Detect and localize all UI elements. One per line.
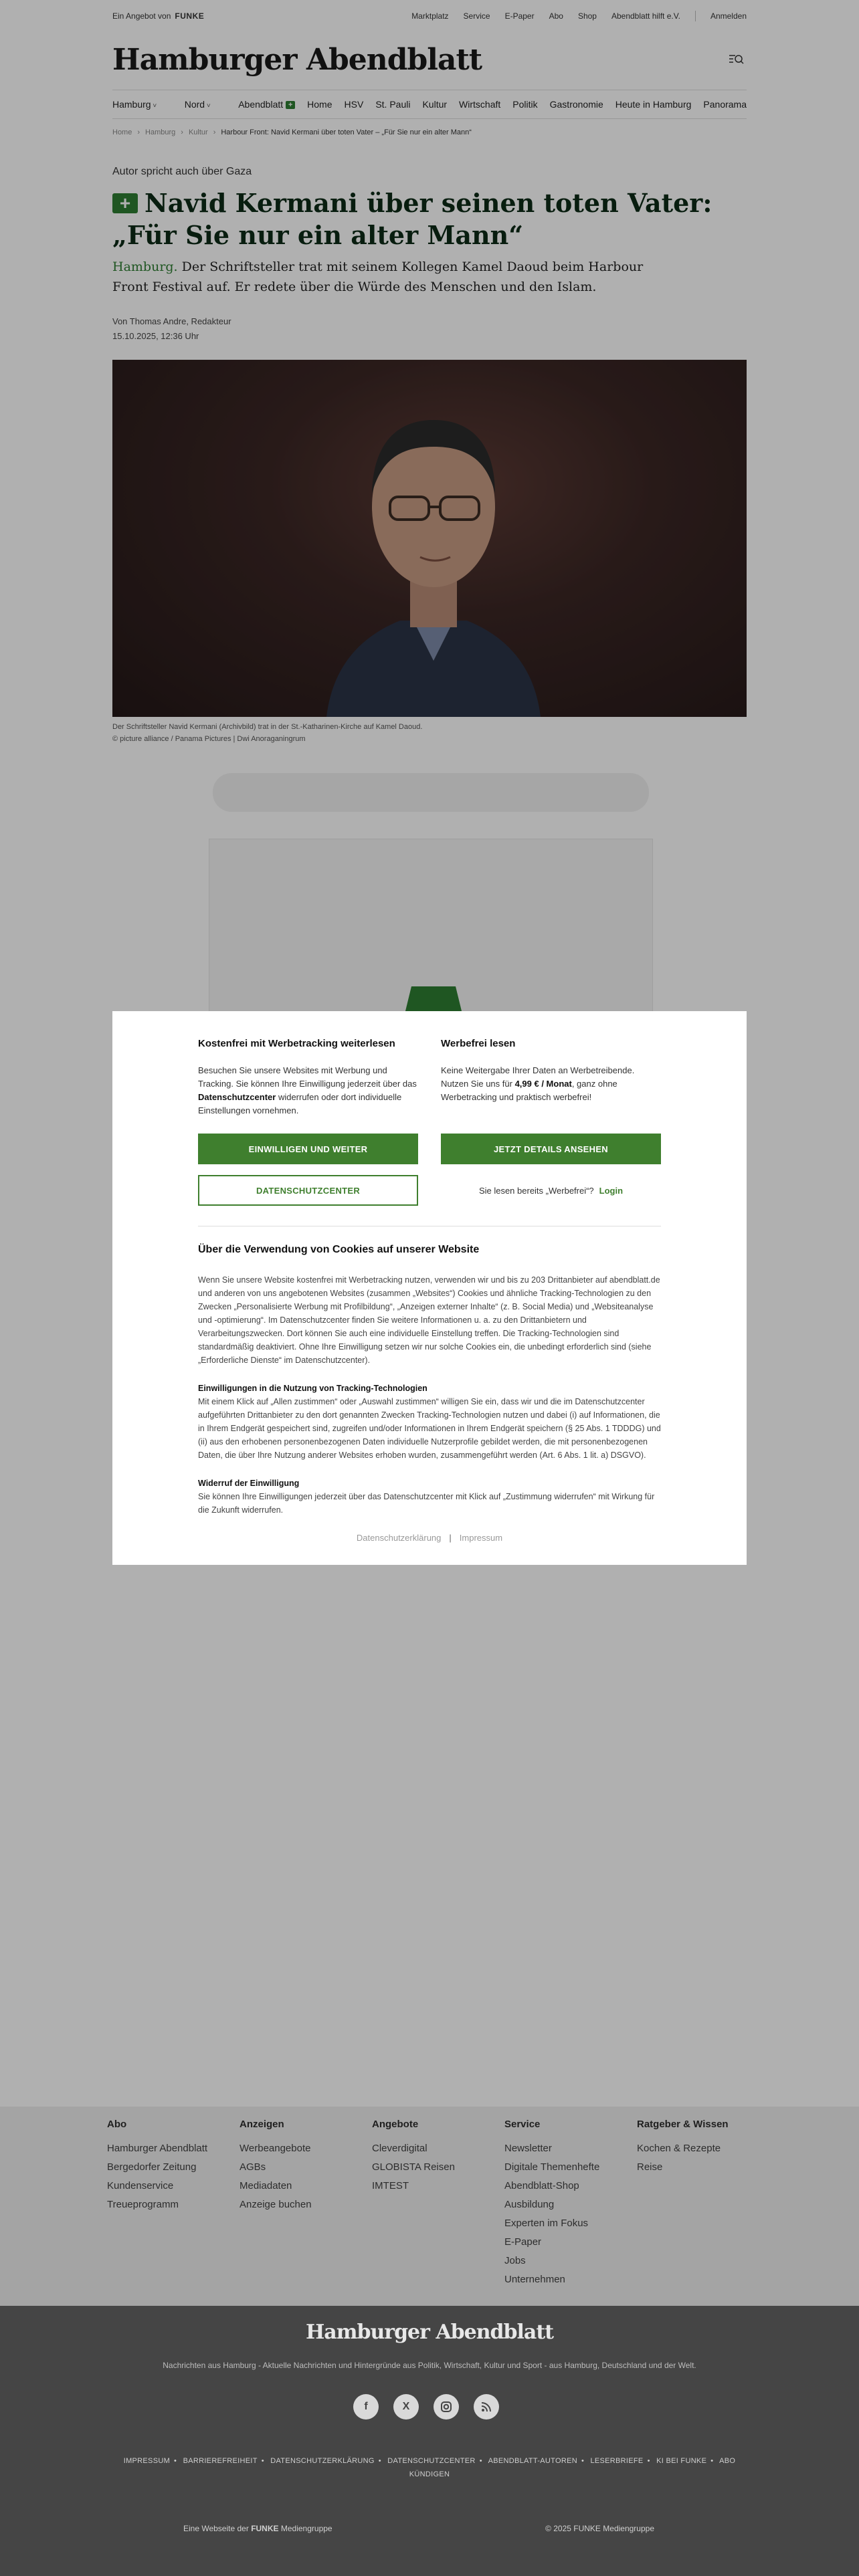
- social-links: [353, 2394, 499, 2420]
- nav-item-gastronomie[interactable]: Gastronomie: [549, 99, 603, 110]
- consent-footer-links: Datenschutzerklärung | Impressum: [356, 1533, 503, 1543]
- x-icon[interactable]: X: [393, 2394, 419, 2420]
- nav-item-kultur[interactable]: Kultur: [422, 99, 448, 110]
- nav-item-nord[interactable]: Nord ˅: [185, 99, 211, 110]
- consent-free-column: [198, 1038, 418, 1206]
- footer-link[interactable]: IMTEST: [372, 2180, 409, 2191]
- legal-link[interactable]: DATENSCHUTZERKLÄRUNG: [270, 2457, 375, 2465]
- headline-text: Navid Kermani über seinen toten Vater: „Für Sie nur ein alter Mann“: [112, 188, 712, 250]
- top-link-shop[interactable]: Shop: [577, 11, 597, 21]
- legal-link[interactable]: IMPRESSUM: [123, 2457, 171, 2465]
- footer-link[interactable]: Experten im Fokus: [504, 2218, 589, 2229]
- plus-icon: +: [286, 101, 295, 109]
- teaser-city: Hamburg.: [112, 259, 178, 274]
- offer-prefix: Ein Angebot von: [112, 11, 171, 21]
- footer-link[interactable]: Anzeige buchen: [240, 2199, 312, 2210]
- footer-logo[interactable]: Hamburger Abendblatt: [305, 2321, 554, 2344]
- footer-link[interactable]: Bergedorfer Zeitung: [107, 2161, 197, 2173]
- footer-link[interactable]: Unternehmen: [504, 2274, 565, 2285]
- cookie-subtitle-revoke: Widerruf der Einwilligung: [198, 1479, 300, 1488]
- image-credit: © picture alliance / Panama Pictures | Dwi Anoraganingrum: [112, 735, 306, 743]
- privacy-link[interactable]: Datenschutzerklärung: [356, 1533, 442, 1543]
- breadcrumb-hamburg[interactable]: Hamburg: [145, 128, 176, 136]
- footer-column-anzeigen: [240, 2119, 372, 2289]
- nav-item-hamburg[interactable]: Hamburg ˅: [112, 99, 157, 110]
- legal-link[interactable]: ABENDBLATT-AUTOREN: [488, 2457, 577, 2465]
- accept-button[interactable]: EINWILLIGEN UND WEITER: [198, 1134, 418, 1164]
- author[interactable]: Von Thomas Andre, Redakteur: [112, 316, 231, 326]
- footer-heading: Anzeigen: [240, 2119, 284, 2130]
- facebook-icon[interactable]: f: [353, 2394, 379, 2420]
- nav-item-home[interactable]: Home: [307, 99, 332, 110]
- footer-column-abo: [107, 2119, 240, 2289]
- footer-links: [0, 2107, 859, 2306]
- footer-link[interactable]: Hamburger Abendblatt: [107, 2143, 208, 2154]
- footer-link[interactable]: Kochen & Rezepte: [637, 2143, 721, 2154]
- imprint-link[interactable]: Impressum: [459, 1533, 503, 1543]
- publisher-note: Eine Webseite der FUNKE Mediengruppe: [183, 2524, 332, 2533]
- nav-item-label: Abendblatt: [238, 99, 284, 110]
- nav-item-hsv[interactable]: HSV: [344, 99, 364, 110]
- copyright: © 2025 FUNKE Mediengruppe: [545, 2524, 654, 2533]
- footer-link[interactable]: E-Paper: [504, 2236, 542, 2248]
- footer-link[interactable]: Abendblatt-Shop: [504, 2180, 579, 2191]
- footer-link[interactable]: AGBs: [240, 2161, 266, 2173]
- footer-link[interactable]: Werbeangebote: [240, 2143, 311, 2154]
- instagram-icon[interactable]: [434, 2394, 459, 2420]
- cookie-section-title: Über die Verwendung von Cookies auf unserer Website: [198, 1244, 480, 1255]
- footer-link[interactable]: Digitale Themenhefte: [504, 2161, 600, 2173]
- legal-link[interactable]: ABO KÜNDIGEN: [409, 2457, 736, 2478]
- footer-link[interactable]: Treueprogramm: [107, 2199, 179, 2210]
- top-link-epaper[interactable]: E-Paper: [504, 11, 535, 21]
- footer-link[interactable]: Reise: [637, 2161, 663, 2173]
- site-logo[interactable]: Hamburger Abendblatt: [112, 42, 482, 77]
- footer-bottom: [0, 2306, 859, 2576]
- legal-link[interactable]: KI BEI FUNKE: [656, 2457, 707, 2465]
- legal-link[interactable]: DATENSCHUTZCENTER: [387, 2457, 476, 2465]
- already-subscriber: [441, 1175, 661, 1206]
- login-link[interactable]: Anmelden: [710, 11, 747, 21]
- privacy-center-button[interactable]: DATENSCHUTZCENTER: [198, 1175, 418, 1206]
- caption-text: Der Schriftsteller Navid Kermani (Archivbild) trat in der St.-Katharinen-Kirche auf Kamel Daoud.: [112, 723, 423, 731]
- footer-tagline: Nachrichten aus Hamburg - Aktuelle Nachrichten und Hintergründe aus Politik, Wirtschaft, Kultur und Sport - aus Hamburg, Deutschland und der Welt.: [163, 2361, 696, 2370]
- breadcrumb-home[interactable]: Home: [112, 128, 132, 136]
- publish-date: 15.10.2025, 12:36 Uhr: [112, 331, 199, 341]
- footer-link[interactable]: Newsletter: [504, 2143, 552, 2154]
- cookie-subtitle-consent: Einwilligungen in die Nutzung von Tracking-Technologien: [198, 1384, 427, 1393]
- top-link-abo[interactable]: Abo: [549, 11, 563, 21]
- footer-heading: Angebote: [372, 2119, 419, 2130]
- copyright-row: [183, 2524, 654, 2533]
- teaser-text: Der Schriftsteller trat mit seinem Kollegen Kamel Daoud beim Harbour Front Festival auf. Er redete über die Würde des Menschen und den Islam.: [112, 259, 644, 294]
- cookie-paragraph-2: Mit einem Klick auf „Allen zustimmen“ oder „Auswahl zustimmen“ willigen Sie ein, dass wir und die im Datenschutzcenter aufgeführten Drittanbieter zu den dort genannten Zwecken Tracking-Technologien nutzen und dabei (i) auf Informationen, die in Ihrem Endgerät gespeichert sind, zugreifen und/oder Informationen in Ihrem Endgerät speichern (§ 25 Abs. 1 TDDDG) und (ii) aus den erhobenen personenbezogenen Daten individuelle Nutzerprofile gebildet werden, die mit personenbezogenen Daten, die über Ihre Nutzung anderer Websites erhoben wurden, zusammengeführt werden (Art. 6 Abs. 1 lit. a) DSGVO).: [198, 1397, 661, 1460]
- footer-heading: Service: [504, 2119, 541, 2130]
- legal-links: IMPRESSUM • BARRIEREFREIHEIT • DATENSCHUTZERKLÄRUNG • DATENSCHUTZCENTER • ABENDBLATT-AUTOREN • LESERBRIEFE • KI BEI FUNKE • ABO KÜNDIGEN: [123, 2457, 736, 2478]
- funke-logo: FUNKE: [175, 11, 205, 21]
- breadcrumb-kultur[interactable]: Kultur: [188, 128, 208, 136]
- footer-link[interactable]: Jobs: [504, 2255, 526, 2266]
- nav-item-wirtschaft[interactable]: Wirtschaft: [459, 99, 501, 110]
- details-button[interactable]: JETZT DETAILS ANSEHEN: [441, 1134, 661, 1164]
- cookie-paragraph-1: Wenn Sie unsere Website kostenfrei mit Werbetracking nutzen, verwenden wir und bis zu 203 Drittanbieter auf abendblatt.de und anderen von uns angebotenen Websites (zusammen „Websites“) Cookies und ähnliche Tracking-Technologien zu den Zwecken „Personalisierte Werbung mit Profilbildung“, „Anzeigen externer Inhalte“ (z. B. Social Media) und „Websiteanalyse und -optimierung“. Im Datenschutzcenter finden Sie weitere Informationen u. a. zu den Drittanbietern und Verarbeitungszwecken. Dort können Sie auch eine individuelle Einstellung treffen. Die Tracking-Technologien sind standardmäßig deaktiviert. Ohne Ihre Einwilligung setzen wir nur solche Cookies ein, die unbedingt erforderlich sind (siehe „Erforderliche Dienste“ im Datenschutzcenter).: [198, 1275, 660, 1365]
- nav-item-politik[interactable]: Politik: [512, 99, 538, 110]
- rss-icon[interactable]: [474, 2394, 499, 2420]
- consent-paid-text: Keine Weitergabe Ihrer Daten an Werbetreibende. Nutzen Sie uns für 4,99 € / Monat, ganz ohne Werbetracking und praktisch werbefrei!: [441, 1065, 635, 1102]
- breadcrumb: Home › Hamburg › Kultur › Harbour Front: Navid Kermani über toten Vater – „Für Sie nur ein alter Mann“: [112, 128, 472, 136]
- nav-item-st-pauli[interactable]: St. Pauli: [375, 99, 411, 110]
- footer-link[interactable]: Cleverdigital: [372, 2143, 427, 2154]
- footer-column-ratgeber: [637, 2119, 769, 2289]
- already-text: Sie lesen bereits „Werbefrei“?: [478, 1185, 594, 1196]
- top-link-hilft[interactable]: Abendblatt hilft e.V.: [611, 11, 680, 21]
- breadcrumb-current: Harbour Front: Navid Kermani über toten Vater – „Für Sie nur ein alter Mann“: [221, 128, 472, 136]
- footer-link[interactable]: GLOBISTA Reisen: [372, 2161, 455, 2173]
- top-link-service[interactable]: Service: [463, 11, 490, 21]
- consent-paid-column: [441, 1038, 661, 1206]
- consent-paid-title: Werbefrei lesen: [441, 1038, 516, 1049]
- cookie-paragraph-3: Sie können Ihre Einwilligungen jederzeit über das Datenschutzcenter mit Klick auf „Zustimmung widerrufen“ mit Wirkung für die Zukunft widerrufen.: [198, 1492, 655, 1515]
- footer-heading: Abo: [107, 2119, 127, 2130]
- consent-dialog: [112, 1011, 747, 1565]
- nav-item-heute[interactable]: Heute in Hamburg: [615, 99, 692, 110]
- consent-free-title: Kostenfrei mit Werbetracking weiterlesen: [198, 1038, 395, 1049]
- legal-link[interactable]: LESERBRIEFE: [590, 2457, 644, 2465]
- footer-column-service: [504, 2119, 637, 2289]
- plus-icon: +: [112, 193, 138, 213]
- consent-free-text: Besuchen Sie unsere Websites mit Werbung und Tracking. Sie können Ihre Einwilligung jederzeit über das Datenschutzcenter widerrufen oder dort individuelle Einstellungen vornehmen.: [198, 1065, 417, 1115]
- top-link-marktplatz[interactable]: Marktplatz: [411, 11, 449, 21]
- footer-heading: Ratgeber & Wissen: [637, 2119, 729, 2130]
- footer-link[interactable]: Kundenservice: [107, 2180, 174, 2191]
- legal-link[interactable]: BARRIEREFREIHEIT: [183, 2457, 258, 2465]
- article-kicker: Autor spricht auch über Gaza: [112, 166, 252, 177]
- footer-link[interactable]: Ausbildung: [504, 2199, 555, 2210]
- footer-column-angebote: [372, 2119, 504, 2289]
- nav-item-panorama[interactable]: Panorama: [703, 99, 747, 110]
- consent-login-link[interactable]: Login: [599, 1185, 624, 1196]
- footer-link[interactable]: Mediadaten: [240, 2180, 292, 2191]
